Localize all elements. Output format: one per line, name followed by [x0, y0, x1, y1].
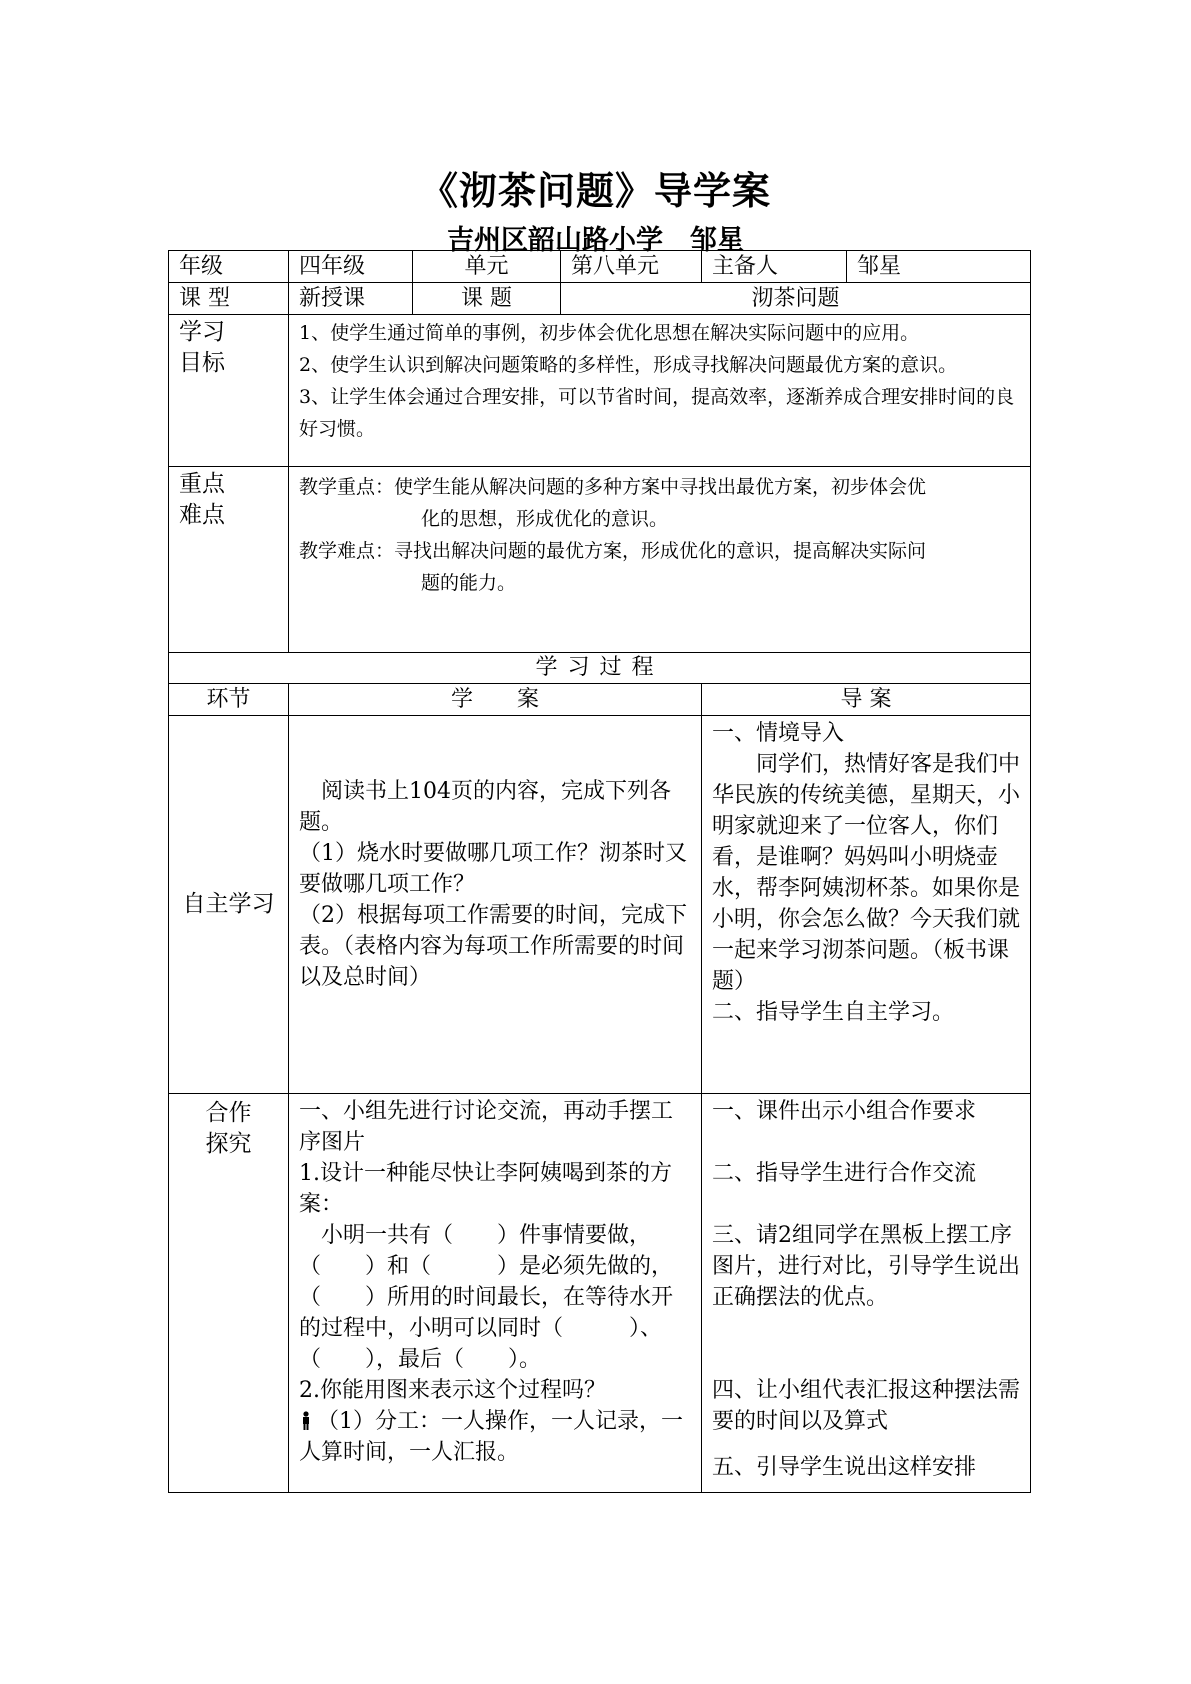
- document-title: 《沏茶问题》导学案: [419, 168, 771, 213]
- lesson-type-value: 新授课: [289, 283, 413, 315]
- teaching-focus-line-1: 教学重点：使学生能从解决问题的多种方案中寻找出最优方案，初步体会优: [299, 476, 927, 498]
- topic-label: 课 题: [413, 283, 561, 315]
- info-row-1: [169, 251, 1031, 283]
- objectives-label-line-1: 学习: [179, 319, 225, 345]
- division-of-labor: [299, 1406, 691, 1468]
- objective-item: 1、使学生通过简单的事例，初步体会优化思想在解决实际问题中的应用。: [299, 322, 920, 344]
- guide-item: 一、情境导入: [712, 721, 845, 746]
- process-header-row: [169, 684, 1031, 716]
- lesson-plan-table: [168, 250, 1031, 1493]
- self-study-content: [289, 716, 702, 1094]
- objectives-label-line-2: 目标: [179, 350, 225, 376]
- guide-item: 二、指导学生自主学习。: [712, 1000, 955, 1025]
- guide-item: 四、让小组代表汇报这种摆法需要的时间以及算式: [712, 1378, 1021, 1434]
- process-heading-row: [169, 653, 1031, 684]
- person-icon: [299, 1411, 313, 1431]
- self-study-guide: [702, 716, 1031, 1094]
- guide-item: 三、请2组同学在黑板上摆工序图片，进行对比，引导学生说出正确摆法的优点。: [712, 1223, 1021, 1310]
- guide-item: 五、引导学生说出这样安排: [712, 1455, 977, 1480]
- self-study-stage: 自主学习: [169, 716, 289, 1094]
- guide-item: 同学们，热情好客是我们中华民族的传统美德，星期天，小明家就迎来了一位客人，你们看，是谁啊？妈妈叫小明烧壶水，帮李阿姨沏杯茶。如果你是小明，你会怎么做？今天我们就一起来学习沏茶问题。（板书课题）: [712, 752, 1021, 994]
- cooperation-step: 1.设计一种能尽快让李阿姨喝到茶的方案：: [299, 1161, 672, 1217]
- key-points-label-line-2: 难点: [179, 502, 225, 528]
- key-points-row: [169, 467, 1031, 653]
- key-points-label-line-1: 重点: [179, 471, 225, 497]
- division-of-labor-text: （1）分工：一人操作，一人记录，一人算时间，一人汇报。: [299, 1409, 683, 1465]
- stage-column-header: 环节: [169, 684, 289, 716]
- objective-item: 2、使学生认识到解决问题策略的多样性，形成寻找解决问题最优方案的意识。: [299, 354, 958, 376]
- grade-value: 四年级: [289, 251, 413, 283]
- objectives-content: [289, 315, 1031, 467]
- guide-item: 一、课件出示小组合作要求: [712, 1099, 977, 1124]
- cooperation-fill-in: 小明一共有（ ）件事情要做，（ ）和（ ）是必须先做的，（ ）所用的时间最长，在等待水开的过程中，小明可以同时（ ）、（ ），最后（ ）。: [299, 1223, 674, 1372]
- key-points-label: [169, 467, 289, 653]
- lead-teacher-label: 主备人: [702, 251, 847, 283]
- cooperation-stage-line-2: 探究: [205, 1131, 252, 1157]
- cooperation-row: [169, 1094, 1031, 1493]
- cooperation-stage: [169, 1094, 289, 1493]
- topic-value: 沏茶问题: [561, 283, 1031, 315]
- teaching-difficulty-line-1: 教学难点：寻找出解决问题的最优方案，形成优化的意识，提高解决实际问: [299, 540, 927, 562]
- objectives-row: [169, 315, 1031, 467]
- cooperation-step: 一、小组先进行讨论交流，再动手摆工序图片: [299, 1099, 674, 1155]
- self-study-question: （2）根据每项工作需要的时间，完成下表。（表格内容为每项工作所需要的时间以及总时间）: [299, 903, 687, 990]
- objectives-label: [169, 315, 289, 467]
- info-row-2: [169, 283, 1031, 315]
- document-subtitle: 吉州区韶山路小学 邹星: [447, 225, 744, 256]
- study-column-header: 学 案: [289, 684, 702, 716]
- guide-column-header: 导 案: [702, 684, 1031, 716]
- key-points-content: [289, 467, 1031, 653]
- cooperation-stage-line-1: 合作: [205, 1100, 252, 1126]
- teaching-focus-line-2: 化的思想，形成优化的意识。: [421, 508, 669, 530]
- cooperation-content: [289, 1094, 702, 1493]
- lead-teacher-value: 邹星: [847, 251, 1031, 283]
- process-section-title: 学习过程: [169, 653, 1031, 684]
- self-study-row: [169, 716, 1031, 1094]
- cooperation-guide: [702, 1094, 1031, 1493]
- objective-item: 3、让学生体会通过合理安排，可以节省时间，提高效率，逐渐养成合理安排时间的良好习惯。: [299, 386, 1015, 440]
- self-study-question: （1）烧水时要做哪几项工作？沏茶时又要做哪几项工作？: [299, 841, 687, 897]
- self-study-instruction: 阅读书上104页的内容，完成下列各题。: [299, 779, 671, 835]
- unit-label: 单元: [413, 251, 561, 283]
- unit-value: 第八单元: [561, 251, 702, 283]
- teaching-difficulty-line-2: 题的能力。: [421, 572, 517, 594]
- guide-item: 二、指导学生进行合作交流: [712, 1161, 977, 1186]
- cooperation-step: 2.你能用图来表示这个过程吗？: [299, 1378, 606, 1403]
- grade-label: 年级: [169, 251, 289, 283]
- lesson-type-label: 课 型: [169, 283, 289, 315]
